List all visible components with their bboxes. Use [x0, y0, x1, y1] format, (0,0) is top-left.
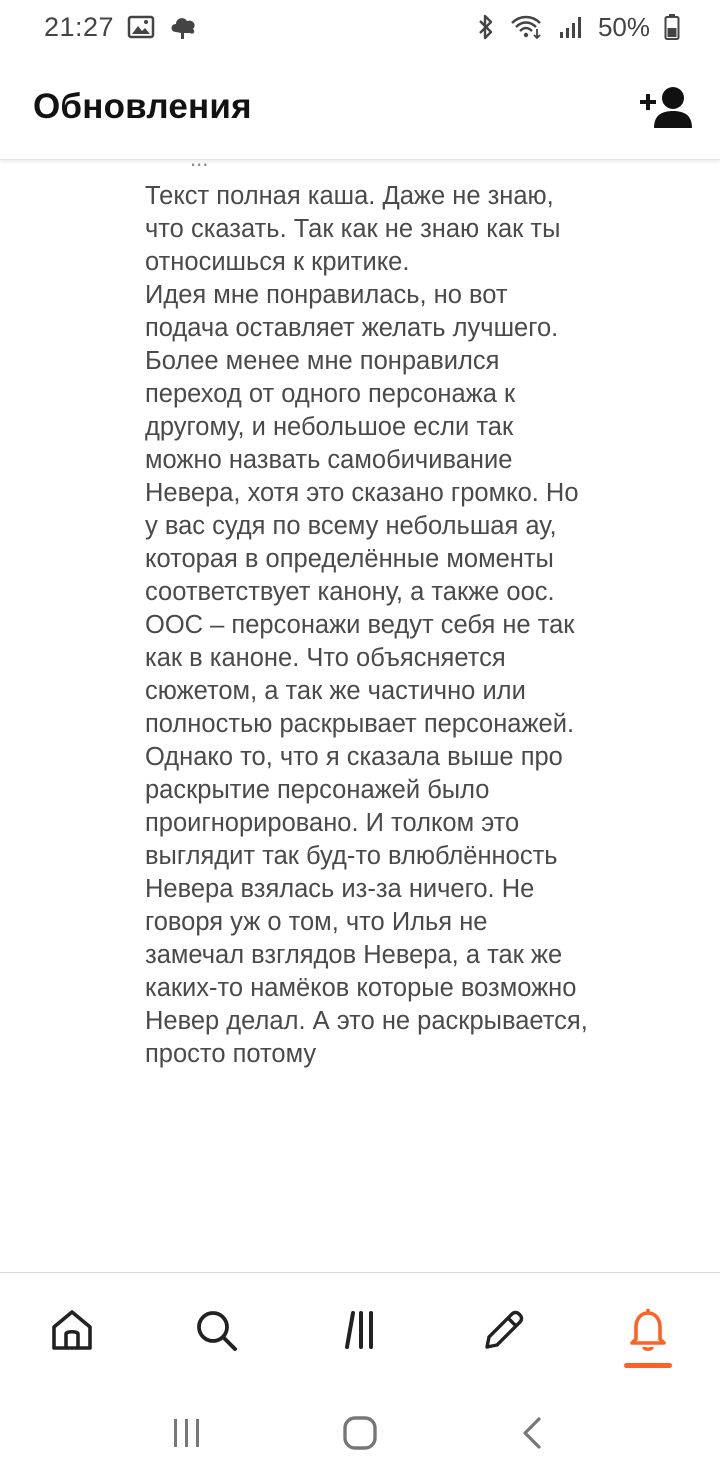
cloud-icon: [168, 14, 198, 40]
bottom-nav: [0, 1272, 720, 1386]
nav-library[interactable]: [314, 1284, 406, 1376]
system-back-button[interactable]: [493, 1393, 573, 1473]
comment-paragraph: ООС – персонажи ведут себя не так как в каноне. Что объясняется сюжетом, а так же частично или полностью раскрывает персонажей.: [145, 611, 575, 738]
nav-notifications[interactable]: [602, 1284, 694, 1376]
nav-search[interactable]: [170, 1284, 262, 1376]
comment-paragraph: Идея мне понравилась, но вот подача оставляет желать лучшего.: [145, 281, 559, 342]
add-friend-icon: [638, 84, 694, 130]
comment-paragraph: Однако то, что я сказала выше про раскрытие персонажей было проигнорировано. И толком это выглядит так буд-то влюблённость Невера взялась из-за ничего. Не говоря уж о том, что Илья не замечал взглядов Невера, а так же каких-то намёков которые возможно Невер делал. А это не раскрывается, просто потому: [145, 743, 588, 1068]
comment-content: [0, 160, 720, 1272]
notifications-icon: [625, 1307, 671, 1353]
nav-write[interactable]: [458, 1284, 550, 1376]
battery-icon: [664, 13, 680, 41]
back-icon: [515, 1415, 551, 1451]
comment-paragraph: Более менее мне понравился переход от одного персонажа к другому, и небольшое если так можно назвать самобичивание Невера, хотя это сказано громко. Но у вас судя по всему небольшая ау, которая в определённые моменты соответствует канону, а также оос.: [145, 347, 579, 606]
wifi-icon: [510, 14, 544, 40]
nav-active-indicator: [624, 1363, 672, 1368]
system-home-button[interactable]: [320, 1393, 400, 1473]
system-nav: [0, 1386, 720, 1480]
page-title: Обновления: [33, 86, 252, 126]
home-circle-icon: [340, 1413, 380, 1453]
bluetooth-icon: [476, 13, 496, 41]
app-header: [0, 54, 720, 160]
add-friend-button[interactable]: [636, 77, 696, 137]
comment-text: [145, 180, 590, 1071]
comment-paragraph: Текст полная каша. Даже не знаю, что сказать. Так как не знаю как ты относишься к критике.: [145, 182, 561, 276]
battery-percent: 50%: [597, 11, 650, 42]
status-bar: [0, 0, 720, 54]
status-time: 21:27: [44, 11, 115, 42]
library-icon: [337, 1307, 383, 1353]
status-right: [476, 12, 680, 43]
recents-button[interactable]: [147, 1393, 227, 1473]
write-icon: [481, 1307, 527, 1353]
nav-home[interactable]: [26, 1284, 118, 1376]
recents-icon: [169, 1415, 205, 1451]
status-left: [44, 12, 198, 43]
signal-icon: [558, 14, 584, 40]
search-icon: [193, 1307, 239, 1353]
gallery-icon: [128, 15, 154, 39]
home-icon: [49, 1307, 95, 1353]
